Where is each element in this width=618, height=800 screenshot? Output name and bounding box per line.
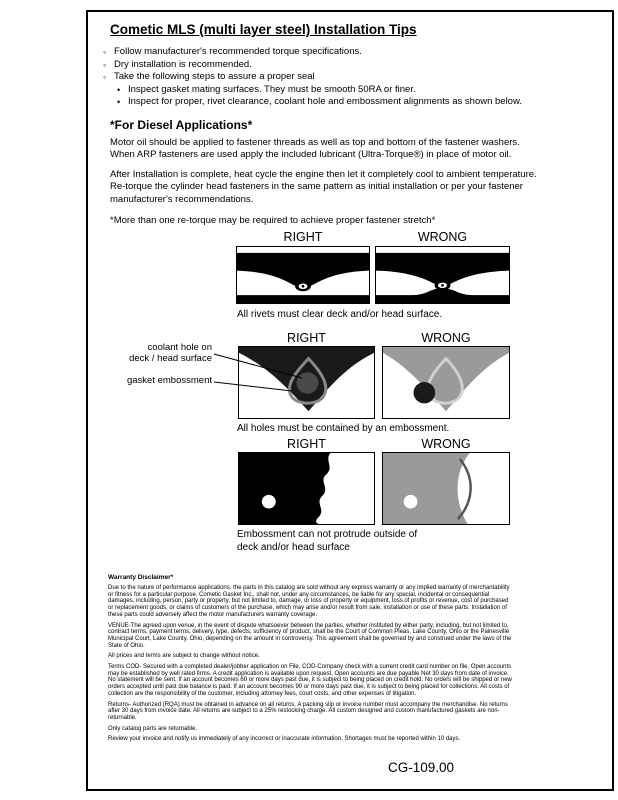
circle-bullet-icon: ◦ — [103, 59, 107, 70]
figure-caption-holes: All holes must be contained by an embossment. — [237, 423, 450, 434]
wrong-label: WRONG — [421, 437, 471, 451]
warranty-disclaimer-heading: Warranty Disclaimer* — [108, 574, 174, 581]
circle-bullet-icon: ◦ — [103, 72, 107, 82]
right-label: RIGHT — [287, 437, 326, 451]
hole-embossment-wrong-figure — [382, 346, 510, 419]
page-code: CG-109.00 — [388, 760, 455, 775]
dot-bullet-icon: • — [117, 97, 121, 107]
tips-list — [103, 46, 540, 109]
circle-bullet-icon: ◦ — [103, 47, 107, 57]
rivet-clear-diagram — [237, 247, 369, 303]
warranty-disclaimer-section — [108, 574, 512, 747]
embossment-protrude-right-figure — [238, 452, 375, 525]
diesel-applications-heading: *For Diesel Applications* — [110, 117, 253, 132]
tip-item — [103, 59, 540, 72]
tip-text: Dry installation is recommended. — [114, 58, 252, 70]
wrong-label: WRONG — [421, 331, 471, 345]
disclaimer-paragraph: All prices and terms are subject to change without notice. — [108, 653, 260, 660]
right-label: RIGHT — [283, 230, 323, 244]
disclaimer-paragraph: VENUE-The agreed upon venue, in the event of dispute whatsoever between the parties, whether instituted by either party, including, but not limited to, contract terms, payment terms, delivery, type, defects, sufficiency of product, shall be the Court of Common Pleas, Lake County, Ohio or the Painesville Municipal Court, Lake County, Ohio, depending on the amount in controversy. This agreement shall be governed by and construed under the laws of the State of Ohio. — [108, 622, 512, 649]
tip-text: Inspect gasket mating surfaces. They must be smooth 50RA or finer. — [128, 83, 416, 95]
disclaimer-paragraph: Terms COD- Secured with a completed dealer/jobber application on File, COD-Company check with a current credit card number on file. Open accounts may be established by well rated firms. A credit application is available upon request. Open accounts are due payable Net 30 days from date of invoice. No statement will be sent. If an account becomes 60 or more days past due, it is subject to being placed on credit hold. No orders will be shipped or new orders accepted until past due balance is paid. If an account becomes 90 or more days past due, it is subject to being placed for collections. All costs of collection are the responsibility of the customer, including attorney fees, court costs, and other expenses of litigation. — [108, 664, 512, 697]
content-column — [103, 22, 540, 226]
gasket-embossment-callout: gasket embossment — [126, 375, 212, 386]
tip-item — [103, 71, 540, 84]
embossment-outside-diagram — [383, 453, 509, 524]
rivet-clearance-right-figure — [236, 246, 370, 304]
figure-caption-embossment: Embossment can not protrude outside of deck and/or head surface — [237, 529, 418, 553]
rivet-clearance-wrong-figure — [375, 246, 510, 304]
figure-caption-rivets: All rivets must clear deck and/or head surface. — [237, 309, 443, 320]
disclaimer-paragraph: Returns- Authorized (RQA) must be obtained in advance on all returns. A packing slip or invoice number must accompany the merchandise. No returns after 30 days from invoice date. All returns are subject to a 25% restocking charge. All custom designed and custom manufactured gaskets are non-returnable. — [108, 701, 508, 721]
embossment-inside-diagram — [239, 453, 374, 524]
tip-sub-item — [117, 84, 540, 97]
rivet-touch-diagram — [376, 247, 509, 303]
tip-sub-item — [117, 96, 540, 109]
disclaimer-paragraph: Only catalog parts are returnable. — [108, 725, 198, 732]
tip-text: Inspect for proper, rivet clearance, coolant hole and embossment alignments as shown below. — [128, 96, 522, 107]
disclaimer-paragraph: Review your invoice and notify us immediately of any incorrect or inaccurate information. Shortages must be reported within 10 days. — [108, 736, 461, 743]
right-label: RIGHT — [287, 331, 326, 345]
retorque-note: *More than one re-torque may be required to achieve proper fastener stretch* — [110, 215, 436, 226]
embossment-protrude-wrong-figure — [382, 452, 510, 525]
diesel-paragraph: After Installation is complete, heat cycle the engine then let it completely cool to ambient temperature. Re-torque the cylinder head fasteners in the same pattern as initial installation or per your fastener manufacturer's recommendations. — [110, 168, 537, 205]
disclaimer-paragraph: Due to the nature of performance applications, the parts in this catalog are sold without any express warranty or any implied warranty of merchantability or fitness for a particular purpose. Cometic Gasket Inc., shall not, under any circumstances, be liable for any special, incidental or consequential damages, including, person, party or property, but not limited to, damage, or loss of property or equipment, loss of profits or revenue, cost of purchased or replacement goods, or claims of customers of the purchase, which may arise and/or result from sale, installation or use of these parts. Installation of these parts could adversely affect the motor manufacturers warranty coverage. — [108, 585, 510, 618]
hole-outside-diagram — [383, 347, 509, 418]
tip-item — [103, 46, 540, 59]
tip-text: Follow manufacturer's recommended torque specifications. — [114, 46, 362, 57]
wrong-label: WRONG — [417, 230, 468, 244]
page-title: Cometic MLS (multi layer steel) Installation Tips — [110, 22, 417, 37]
tip-text: Take the following steps to assure a proper seal — [114, 71, 315, 82]
diesel-paragraph: Motor oil should be applied to fastener threads as well as top and bottom of the fastener washers. When ARP fasteners are used apply the included lubricant (Ultra-Torque®) in place of motor oil. — [110, 136, 520, 160]
coolant-hole-callout: coolant hole on deck / head surface — [129, 342, 212, 364]
callout-pointer-lines — [212, 348, 307, 396]
dot-bullet-icon: • — [117, 84, 121, 95]
